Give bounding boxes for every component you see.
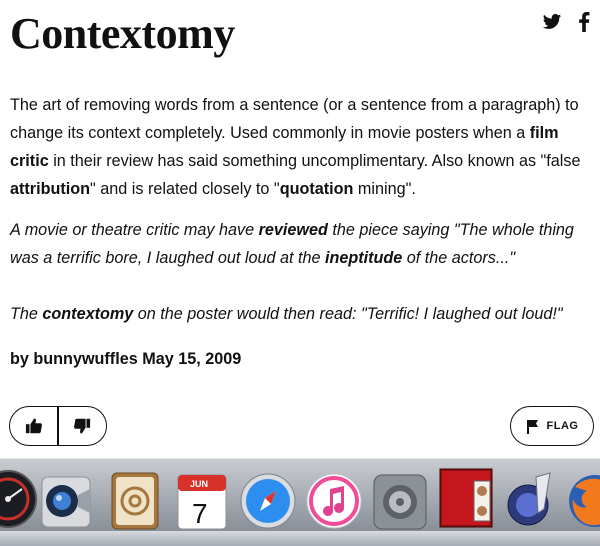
macos-dock [0, 458, 600, 546]
dock-shelf [0, 531, 600, 546]
link-contextomy[interactable]: contextomy [42, 305, 134, 323]
itunes-icon[interactable] [304, 467, 364, 531]
firefox-icon[interactable] [563, 467, 600, 531]
calendar-month: JUN [190, 479, 209, 489]
thumbs-up-button[interactable] [10, 407, 57, 445]
thumbs-down-icon [73, 417, 91, 435]
contacts-icon[interactable] [104, 467, 164, 531]
thumbs-down-button[interactable] [59, 407, 106, 445]
script-editor-icon[interactable] [500, 467, 560, 531]
calendar-icon[interactable] [172, 467, 232, 531]
system-preferences-icon[interactable] [370, 467, 430, 531]
vote-buttons [9, 406, 107, 446]
flag-label: FLAG [546, 420, 579, 432]
example-text-2: The contextomy on the poster would then read: "Terrific! I laughed out loud!" [10, 305, 563, 323]
link-quotation[interactable]: quotation [279, 180, 354, 198]
facebook-icon[interactable] [577, 12, 591, 32]
flag-button[interactable] [510, 406, 594, 446]
calendar-day: 7 [192, 498, 208, 529]
photo-booth-icon[interactable] [436, 467, 496, 531]
dashboard-icon[interactable] [0, 467, 38, 531]
example-text-1: A movie or theatre critic may have reviewed the piece saying "The whole thing was a terrific bore, I laughed out loud at the ineptitude of the actors..." [10, 221, 574, 267]
facetime-icon[interactable] [36, 467, 96, 531]
link-attribution[interactable]: attribution [10, 180, 91, 198]
byline: by bunnywuffles May 15, 2009 [10, 350, 242, 368]
link-reviewed[interactable]: reviewed [258, 221, 328, 239]
link-film-critic[interactable]: film critic [10, 124, 559, 170]
definition-text: The art of removing words from a sentence (or a sentence from a paragraph) to change its context completely. Used commonly in movie posters when a film critic in their review has said something uncomplimentary. Also known as "false attribution" and is related closely to "quotation mining". [10, 96, 581, 198]
safari-icon[interactable] [238, 467, 298, 531]
twitter-icon[interactable] [542, 12, 562, 32]
flag-icon [526, 419, 539, 434]
thumbs-up-icon [25, 417, 43, 435]
page-title: Contextomy [10, 9, 235, 58]
link-ineptitude[interactable]: ineptitude [324, 249, 403, 267]
